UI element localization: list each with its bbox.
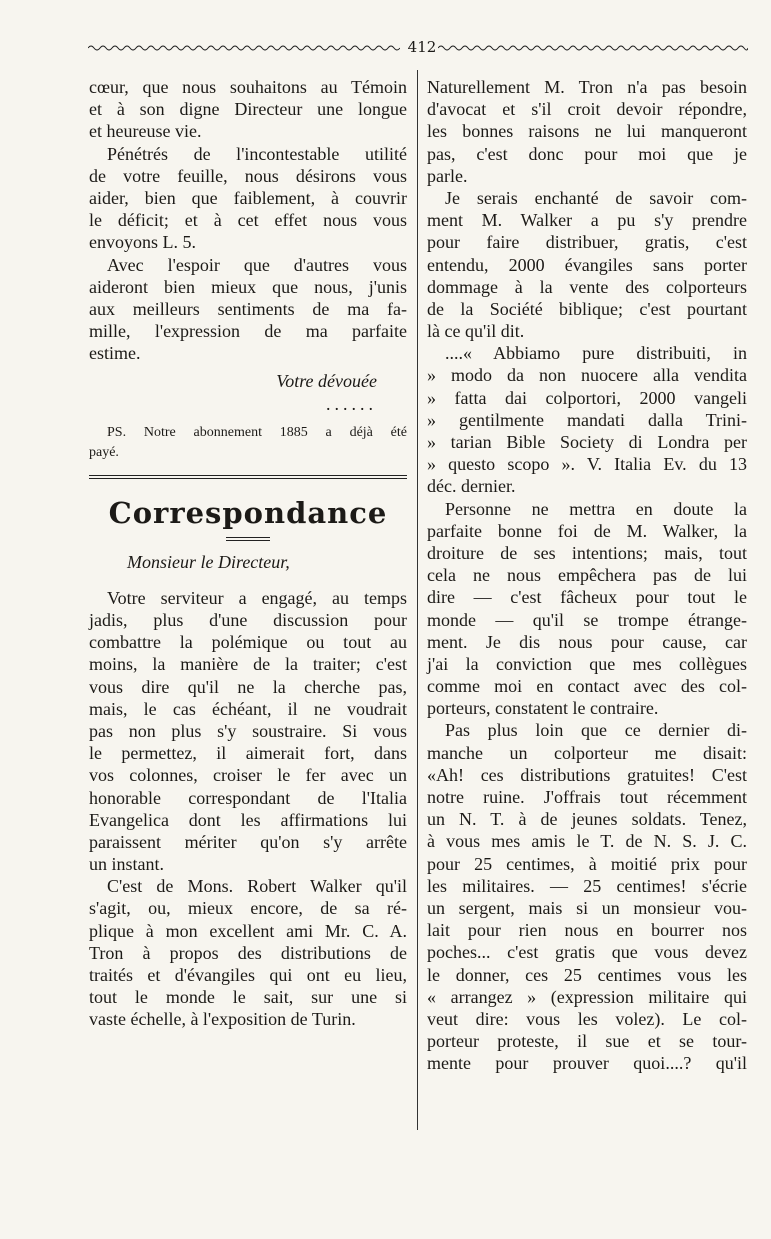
text-line: traités et d'évangiles qui ont eu lieu,	[89, 965, 407, 985]
text-line: comme moi en contact avec des col-	[427, 676, 747, 697]
text-line: honorable correspondant de l'Italia	[89, 787, 407, 808]
text-line: » tarian Bible Society di Londra per	[427, 432, 747, 452]
text-line: moins, la manière de la traiter; c'est	[89, 654, 407, 675]
page-number: 412	[407, 38, 437, 56]
heading-rule	[226, 537, 270, 541]
text-line: j'ai la conviction que mes collègues	[427, 653, 747, 674]
text-line: et à son digne Directeur une longue	[89, 99, 407, 120]
text-line: aider, bien que faiblement, à couvrir	[89, 187, 407, 208]
text-line: porteurs, constatent le contraire.	[427, 698, 659, 719]
wavy-rule-right	[438, 44, 748, 52]
text-line: le donner, ces 25 centimes vous les	[427, 964, 747, 985]
text-line: aux meilleurs sentiments de ma fa-	[89, 298, 407, 319]
text-line: le déficit; et à cet effet nous vous	[89, 210, 407, 231]
text-line: à vous mes amis le T. de N. S. J. C.	[427, 831, 747, 852]
text-line: parle.	[427, 165, 468, 186]
text-line: manche un colporteur me disait:	[427, 742, 747, 763]
text-line: Personne ne mettra en doute la	[445, 498, 747, 519]
text-line: estime.	[89, 343, 141, 364]
text-line: dommage à la vente des colporteurs	[427, 276, 747, 297]
text-line: les militaires. — 25 centimes! s'écrie	[427, 875, 747, 896]
text-line: «Ah! ces distributions gratuites! C'est	[427, 764, 747, 785]
text-line: combattre la polémique ou tout au	[89, 632, 407, 653]
text-line: là ce qu'il dit.	[427, 321, 525, 342]
text-line: de la Société biblique; c'est pourtant	[427, 298, 747, 319]
text-line: Votre serviteur a engagé, au temps	[107, 587, 407, 608]
text-line: mille, l'expression de ma parfaite	[89, 321, 407, 342]
text-line: » modo da non nuocere alla vendita	[427, 365, 747, 386]
text-line: tout le monde le sait, sur une si	[89, 987, 407, 1008]
right-column	[427, 76, 747, 1074]
postscript	[89, 423, 407, 463]
text-line: entendu, 2000 évangiles sans porter	[427, 254, 747, 275]
text-line: aideront bien mieux que nous, j'unis	[89, 276, 407, 297]
section-separator	[89, 475, 407, 479]
wavy-rule-left	[88, 44, 400, 52]
text-line: vous dire qu'il ne la cherche pas,	[89, 676, 407, 697]
text-line: plique à mon excellent ami Mr. C. A.	[89, 920, 407, 941]
text-line: paraissent mériter qu'on s'y arrête	[89, 831, 407, 852]
text-line: » questo scopo ». V. Italia Ev. du 13	[427, 454, 747, 475]
text-line: un sergent, mais si un monsieur vou-	[427, 897, 747, 918]
text-line: pour faire distribuer, gratis, c'est	[427, 232, 747, 253]
text-line: porteur proteste, il sue et se tour-	[427, 1031, 747, 1052]
text-line: cœur, que nous souhaitons au Témoin	[89, 77, 407, 97]
signature-dots: ......	[326, 393, 377, 414]
text-line: veut dire: vous les volez). Le col-	[427, 1008, 747, 1029]
text-line: mente pour prouver quoi....? qu'il	[427, 1053, 747, 1074]
signature: Votre dévouée	[276, 371, 377, 392]
text-line: Naturellement M. Tron n'a pas besoin	[427, 77, 747, 97]
text-line: cela ne nous empêchera pas de lui	[427, 565, 747, 586]
text-line: les bonnes raisons ne lui manqueront	[427, 121, 747, 142]
text-line: » gentilmente mandati dalla Trini-	[427, 409, 747, 430]
text-line: Evangelica dont les affirmations lui	[89, 809, 407, 830]
text-line: envoyons L. 5.	[89, 232, 196, 253]
text-line: et heureuse vie.	[89, 121, 202, 142]
text-line: dire — c'est fâcheux pour tout le	[427, 587, 747, 608]
text-line: notre ruine. J'offrais tout récemment	[427, 787, 747, 807]
text-line: payé.	[89, 444, 119, 460]
text-line: pour 25 centimes, à moitié prix pour	[427, 853, 747, 874]
text-line: jadis, plus d'une discussion pour	[89, 610, 407, 630]
text-line: s'agit, ou, mieux encore, de sa ré-	[89, 898, 407, 919]
text-line: « arrangez » (expression militaire qui	[427, 986, 747, 1007]
text-line: pas non plus s'y soustraire. Si vous	[89, 720, 407, 741]
column-divider	[417, 70, 418, 1130]
text-line: ment. Je dis nous pour cause, car	[427, 631, 747, 652]
text-line: de votre feuille, nous désirons vous	[89, 165, 407, 186]
text-line: Pénétrés de l'incontestable utilité	[107, 143, 407, 164]
text-line: le permettez, il aimerait fort, dans	[89, 743, 407, 764]
text-line: monde — qu'il se trompe étrange-	[427, 609, 747, 630]
text-line: PS. Notre abonnement 1885 a déjà été	[107, 424, 407, 440]
text-line: un N. T. à de jeunes soldats. Tenez,	[427, 809, 747, 830]
text-line: pas, c'est donc pour moi que je	[427, 143, 747, 164]
text-line: vos colonnes, croiser le fer avec un	[89, 765, 407, 786]
text-line: droiture de ses intentions; mais, tout	[427, 542, 747, 563]
text-line: parfaite bonne foi de M. Walker, la	[427, 520, 747, 541]
text-line: ment M. Walker a pu s'y prendre	[427, 210, 747, 231]
text-line: » fatta dai colportori, 2000 vangeli	[427, 387, 747, 408]
text-line: Avec l'espoir que d'autres vous	[107, 254, 407, 275]
left-column	[89, 76, 407, 1031]
section-heading: Correspondance	[108, 495, 388, 530]
text-line: mais, le cas échéant, il ne voudrait	[89, 698, 407, 719]
text-line: déc. dernier.	[427, 476, 516, 497]
text-line: vaste échelle, à l'exposition de Turin.	[89, 1009, 356, 1030]
page-header	[88, 38, 748, 58]
text-line: Tron à propos des distributions de	[89, 942, 407, 963]
text-line: lait pour rien nous en bourrer nos	[427, 920, 747, 941]
text-line: Je serais enchanté de savoir com-	[445, 187, 747, 208]
text-line: C'est de Mons. Robert Walker qu'il	[107, 876, 407, 897]
text-line: poches... c'est gratis que vous devez	[427, 942, 747, 963]
text-line: Pas plus loin que ce dernier di-	[445, 720, 747, 741]
text-line: ....« Abbiamo pure distribuiti, in	[445, 343, 747, 364]
text-line: d'avocat et s'il croit devoir répondre,	[427, 99, 747, 120]
text-line: un instant.	[89, 854, 164, 875]
salutation: Monsieur le Directeur,	[127, 551, 290, 572]
